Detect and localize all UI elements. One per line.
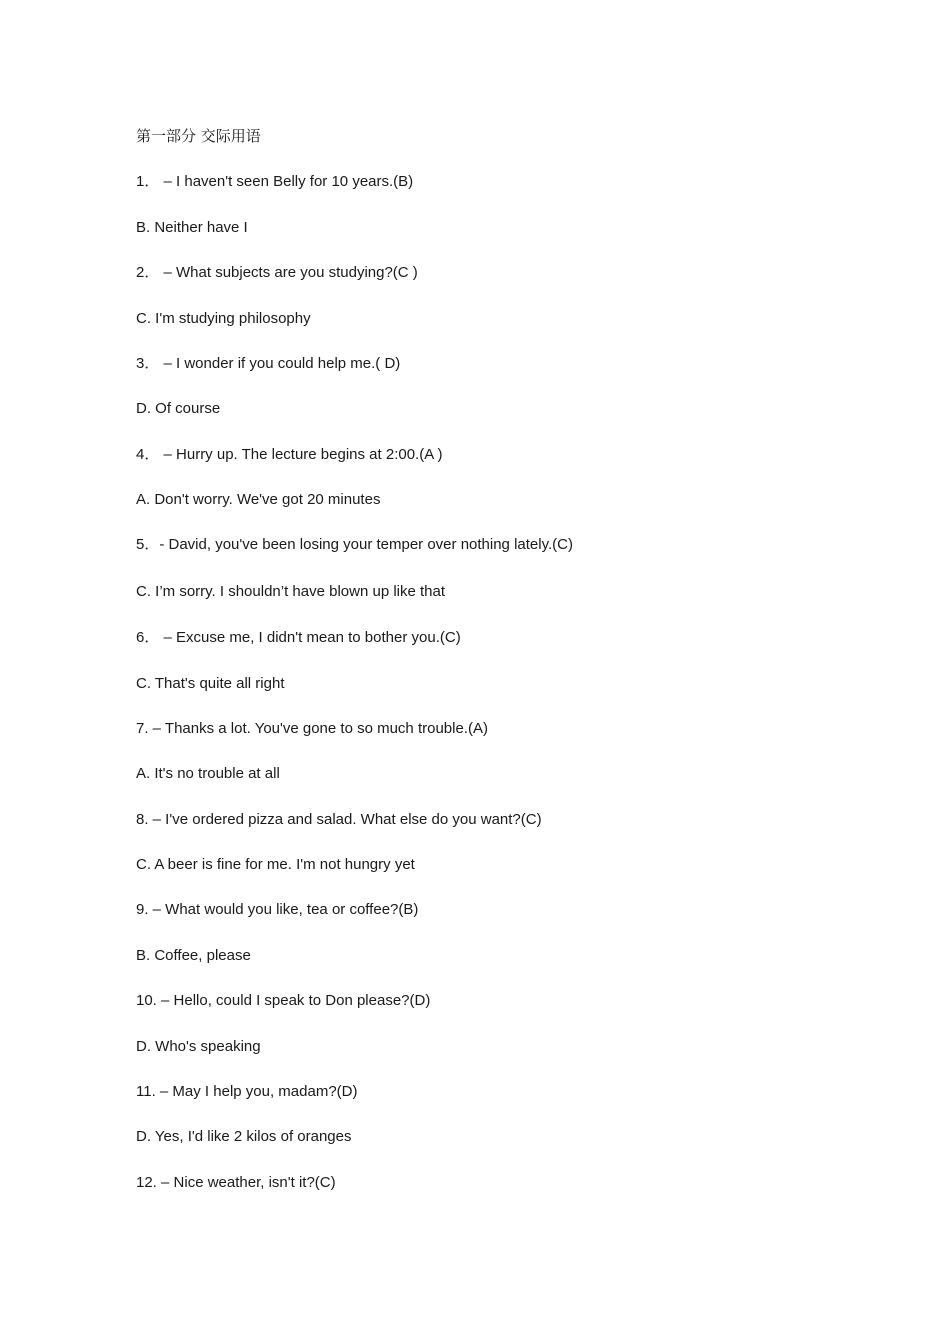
answer-3: D. Of course	[136, 400, 221, 417]
answer-10: D. Who's speaking	[136, 1038, 261, 1055]
question-6: 6． – Excuse me, I didn't mean to bother you.(C)	[136, 629, 461, 646]
question-7: 7. – Thanks a lot. You've gone to so much trouble.(A)	[136, 720, 488, 737]
answer-9: B. Coffee, please	[136, 947, 251, 964]
answer-6: C. That's quite all right	[136, 675, 285, 692]
answer-2: C. I'm studying philosophy	[136, 310, 311, 327]
question-9: 9. – What would you like, tea or coffee?(B)	[136, 901, 419, 918]
question-10: 10. – Hello, could I speak to Don please?(D)	[136, 992, 431, 1009]
answer-5: C. I’m sorry. I shouldn’t have blown up like that	[136, 583, 446, 600]
question-2: 2． – What subjects are you studying?(C )	[136, 264, 418, 281]
answer-8: C. A beer is fine for me. I'm not hungry yet	[136, 856, 415, 873]
question-11: 11. – May I help you, madam?(D)	[136, 1083, 358, 1100]
answer-4: A. Don't worry. We've got 20 minutes	[136, 491, 381, 508]
answer-11: D. Yes, I'd like 2 kilos of oranges	[136, 1128, 352, 1145]
answer-1: B. Neither have I	[136, 219, 248, 236]
answer-7: A. It's no trouble at all	[136, 765, 280, 782]
question-3: 3． – I wonder if you could help me.( D)	[136, 355, 401, 372]
question-1: 1． – I haven't seen Belly for 10 years.(B)	[136, 173, 414, 190]
question-8: 8. – I've ordered pizza and salad. What else do you want?(C)	[136, 811, 542, 828]
question-5: 5．- David, you've been losing your temper over nothing lately.(C)	[136, 536, 573, 553]
question-12: 12. – Nice weather, isn't it?(C)	[136, 1174, 336, 1191]
question-4: 4． – Hurry up. The lecture begins at 2:00.(A )	[136, 446, 443, 463]
section-heading: 第一部分 交际用语	[136, 127, 261, 145]
